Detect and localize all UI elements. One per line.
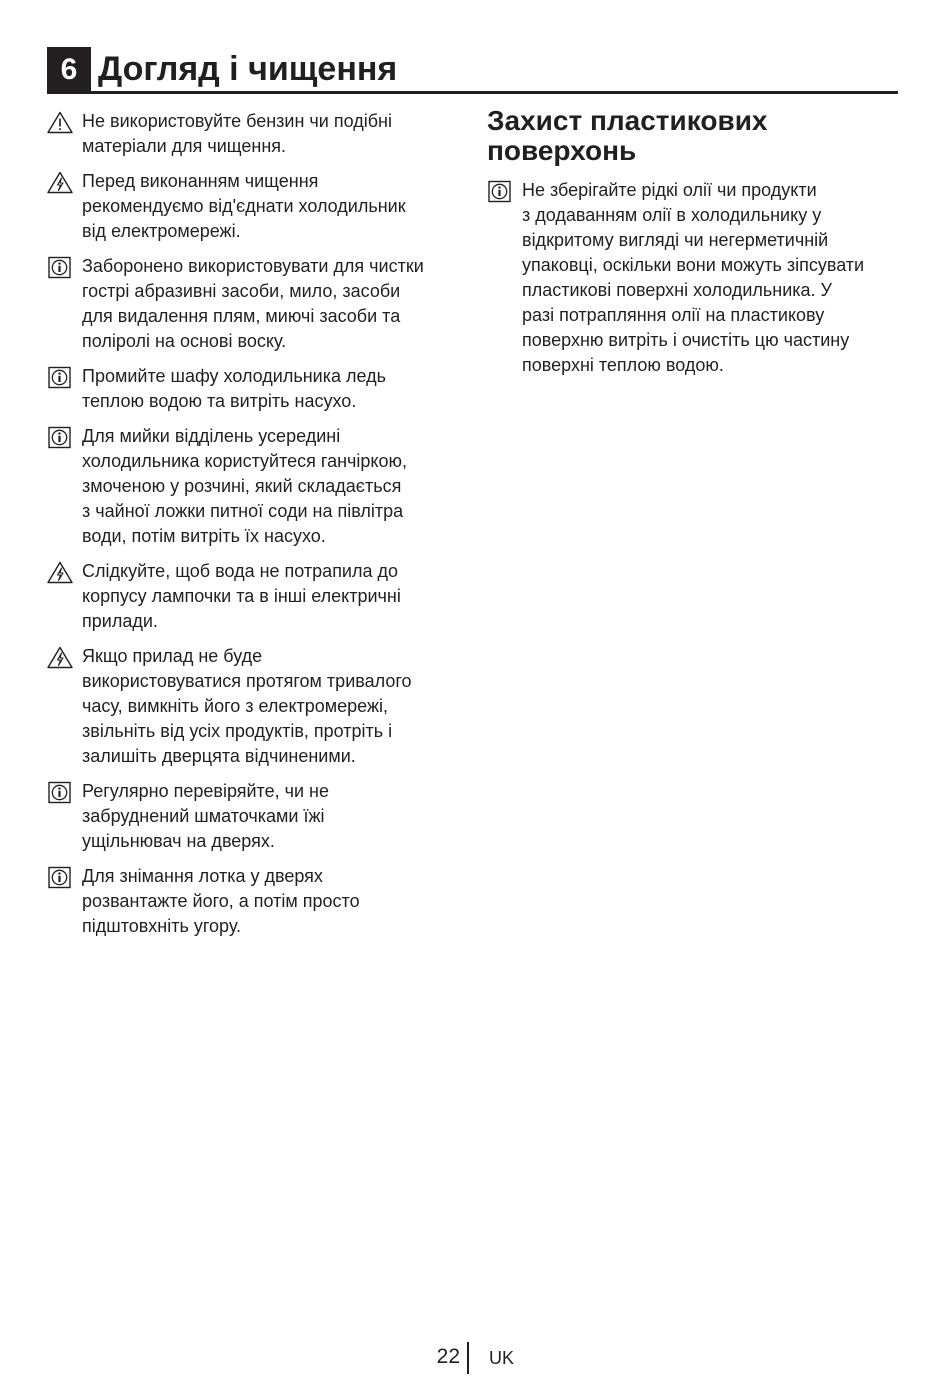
care-note (47, 254, 467, 354)
info-icon (47, 866, 73, 889)
care-note (47, 864, 467, 939)
right-notes-list (487, 178, 907, 378)
care-note (47, 169, 467, 244)
care-note (47, 424, 467, 549)
language-code: UK (489, 1348, 515, 1368)
page-footer (0, 1342, 950, 1374)
care-note (47, 559, 467, 634)
page-number: 22 (436, 1345, 460, 1368)
note-text: Не зберігайте рідкі олії чи продукти з додаванням олії в холодильнику у відкритому вигляді чи негерметичній упаковці, оскільки вони можуть зіпсувати пластикові поверхні холодильника. У разі потрапляння олії на пластикову поверхню витріть і очистіть цю частину поверхні теплою водою. (522, 180, 865, 375)
note-text: Для знімання лотка у дверях розвантажте його, а потім просто підштовхніть угору. (82, 866, 360, 936)
note-text: Якщо прилад не буде використовуватися протягом тривалого часу, вимкніть його з електромережі, звільніть від усіх продуктів, протріть і залишіть дверцята відчиненими. (82, 646, 412, 766)
warning-icon (47, 111, 73, 134)
electric-warning-icon (47, 646, 73, 669)
electric-warning-icon (47, 171, 73, 194)
info-icon (47, 781, 73, 804)
note-text: Слідкуйте, щоб вода не потрапила до корпусу лампочки та в інші електричні прилади. (82, 561, 401, 631)
note-text: Не використовуйте бензин чи подібні матеріали для чищення. (82, 111, 392, 156)
info-icon (47, 426, 73, 449)
care-note (47, 364, 467, 414)
note-text: Перед виконанням чищення рекомендуємо від'єднати холодильник від електромережі. (82, 171, 406, 241)
right-column (487, 105, 907, 388)
care-note (47, 779, 467, 854)
care-note (47, 644, 467, 769)
left-column (47, 109, 467, 949)
section-title: Догляд і чищення (98, 50, 398, 88)
note-text: Для мийки відділень усередині холодильника користуйтеся ганчіркою, змоченою у розчині, який складається з чайної ложки питної соди на півлітра води, потім витріть їх насухо. (82, 426, 408, 546)
care-note (47, 109, 467, 159)
note-text: Заборонено використовувати для чистки гострі абразивні засоби, мило, засоби для видалення плям, миючі засоби та поліролі на основі воску. (82, 256, 424, 351)
info-icon (47, 256, 73, 279)
info-icon (47, 366, 73, 389)
section-header (47, 47, 898, 94)
footer-divider (467, 1342, 469, 1374)
plastic-surfaces-subheading: Захист пластикових поверхонь (487, 105, 768, 166)
note-text: Регулярно перевіряйте, чи не забруднений шматочками їжі ущільнювач на дверях. (82, 781, 329, 851)
note-text: Промийте шафу холодильника ледь теплою водою та витріть насухо. (82, 366, 387, 411)
section-number-badge: 6 (47, 47, 91, 92)
electric-warning-icon (47, 561, 73, 584)
info-icon (487, 180, 513, 203)
care-note (487, 178, 907, 378)
